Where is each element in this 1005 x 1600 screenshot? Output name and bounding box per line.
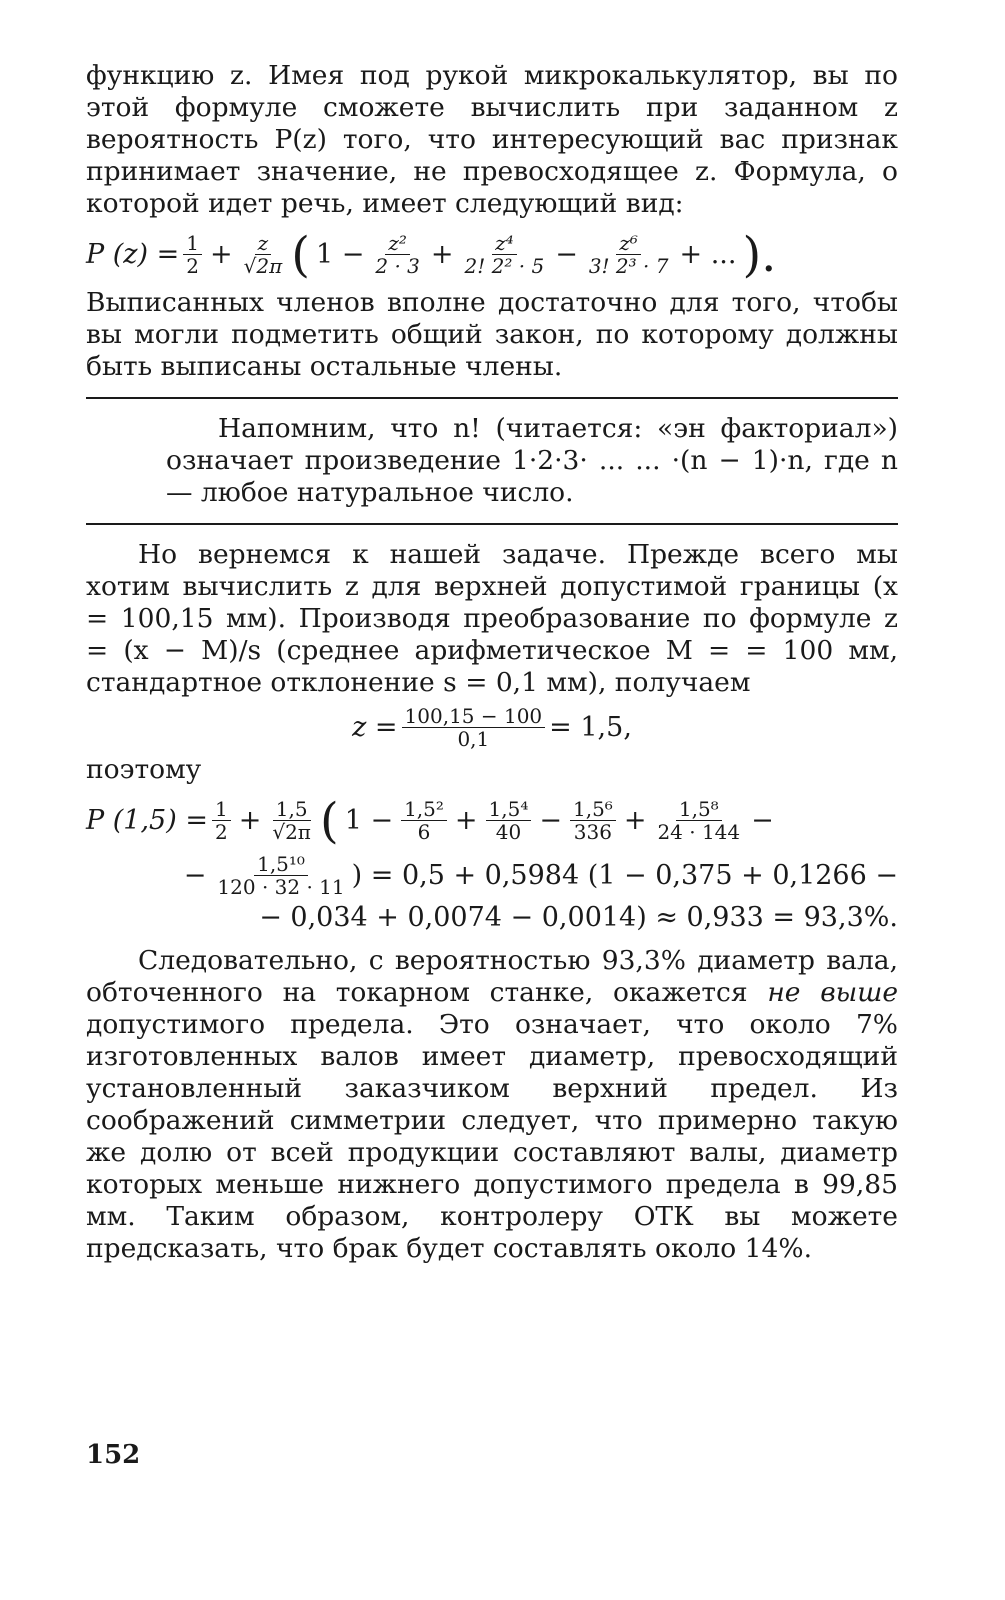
fraction-z-over-sqrt2pi: $\frac{z}{√2\pi}$ xyxy=(243,231,283,278)
fraction-term3: $\frac{\text{z⁶}}{\text{3! 2³ · 7}}$ xyxy=(588,231,669,278)
plus-sign: + xyxy=(209,239,233,270)
paragraph-intro: функцию z. Имея под рукой микрокалькулятор, вы по этой формуле сможете вычислить при заданном z вероятность P(z) того, что интересующий вас признак принимает значение, не превосходящее z. Формула, о которой идет речь, имеет следующий вид: xyxy=(86,60,898,219)
factorial-note xyxy=(166,413,898,509)
fraction-term1: $\frac{\text{z²}}{2 \cdot 3}$ xyxy=(375,231,420,278)
word-therefore: поэтому xyxy=(86,754,202,785)
formula-p-1-5-line1: P (1,5) = $\frac{1}{2}$ + $\frac{1,5}{√2\pi}$ ( 1 − $\frac{\text{1,5²}}{6}$ + $\frac{\text{1,5⁴}}{40}$ − $\frac{\text{1,5⁶}}{336}$ + $\frac{\text{1,5⁸}}{24 \cdot 144}$ − xyxy=(86,792,774,849)
open-paren: ( xyxy=(291,226,310,283)
term-one: 1 − xyxy=(315,239,365,270)
series-tail: + ... xyxy=(679,239,737,270)
formula-probability-series: P (z) = $\frac{1}{2}$ + $\frac{z}{√2\pi}$ ( 1 − $\frac{\text{z²}}{2 \cdot 3}$ + $\frac{\text{z⁴}}{\text{2! 2² · 5}}$ − $\frac{\text{z⁶}}{\text{3! 2³ · 7}}$ + ... ). xyxy=(86,226,777,283)
divider-bottom xyxy=(86,523,898,525)
factorial-note-text: Напомним, что n! (читается: «эн факториал») означает произведение 1·2·3· ... ... ·(n − 1)·n, где n — любое натуральное число. xyxy=(166,413,898,508)
page-number: 152 xyxy=(86,1440,141,1470)
fraction-z-compute: $\frac{100,15 - 100}{0,1}$ xyxy=(402,705,546,750)
formula-p-1-5-line2: − $\frac{\text{1,5¹⁰}}{120 \cdot 32 \cdot 11}$ ) = 0,5 + 0,5984 (1 − 0,375 + 0,1266 − xyxy=(183,852,898,899)
emphasis-not-higher: не выше xyxy=(767,977,898,1008)
close-paren: ). xyxy=(742,226,777,283)
formula-p-1-5-line3: − 0,034 + 0,0074 − 0,0014) ≈ 0,933 = 93,3%. xyxy=(259,902,898,933)
page-content xyxy=(86,60,898,1265)
fraction-half: $\frac{1}{2}$ xyxy=(183,232,202,277)
fraction-term2: $\frac{\text{z⁴}}{\text{2! 2² · 5}}$ xyxy=(464,231,545,278)
divider-top xyxy=(86,397,898,399)
formula-lhs: P (z) = xyxy=(86,239,180,270)
paragraph-conclusion: Следовательно, с вероятностью 93,3% диаметр вала, обточенного на токарном станке, окажется не выше допустимого предела. Это означает, что около 7% изготовленных валов имеет диаметр, превосходящий установленный заказчиком верхний предел. Из соображений симметрии следует, что примерно такую же долю от всей продукции составляют валы, диаметр которых меньше нижнего допустимого предела в 99,85 мм. Таким образом, контролеру ОТК вы можете предсказать, что брак будет составлять около 14%. xyxy=(86,945,898,1264)
paragraph-general-law: Выписанных членов вполне достаточно для того, чтобы вы могли подметить общий закон, по которому должны быть выписаны остальные члены. xyxy=(86,287,898,382)
formula-z-value: z = $\frac{100,15 - 100}{0,1}$ = 1,5, xyxy=(352,704,632,751)
paragraph-return-to-task: Но вернемся к нашей задаче. Прежде всего мы хотим вычислить z для верхней допустимой границы (x = 100,15 мм). Производя преобразование по формуле z = (x − M)/s (среднее арифметическое M = = 100 мм, стандартное отклонение s = 0,1 мм), получаем xyxy=(86,539,898,698)
